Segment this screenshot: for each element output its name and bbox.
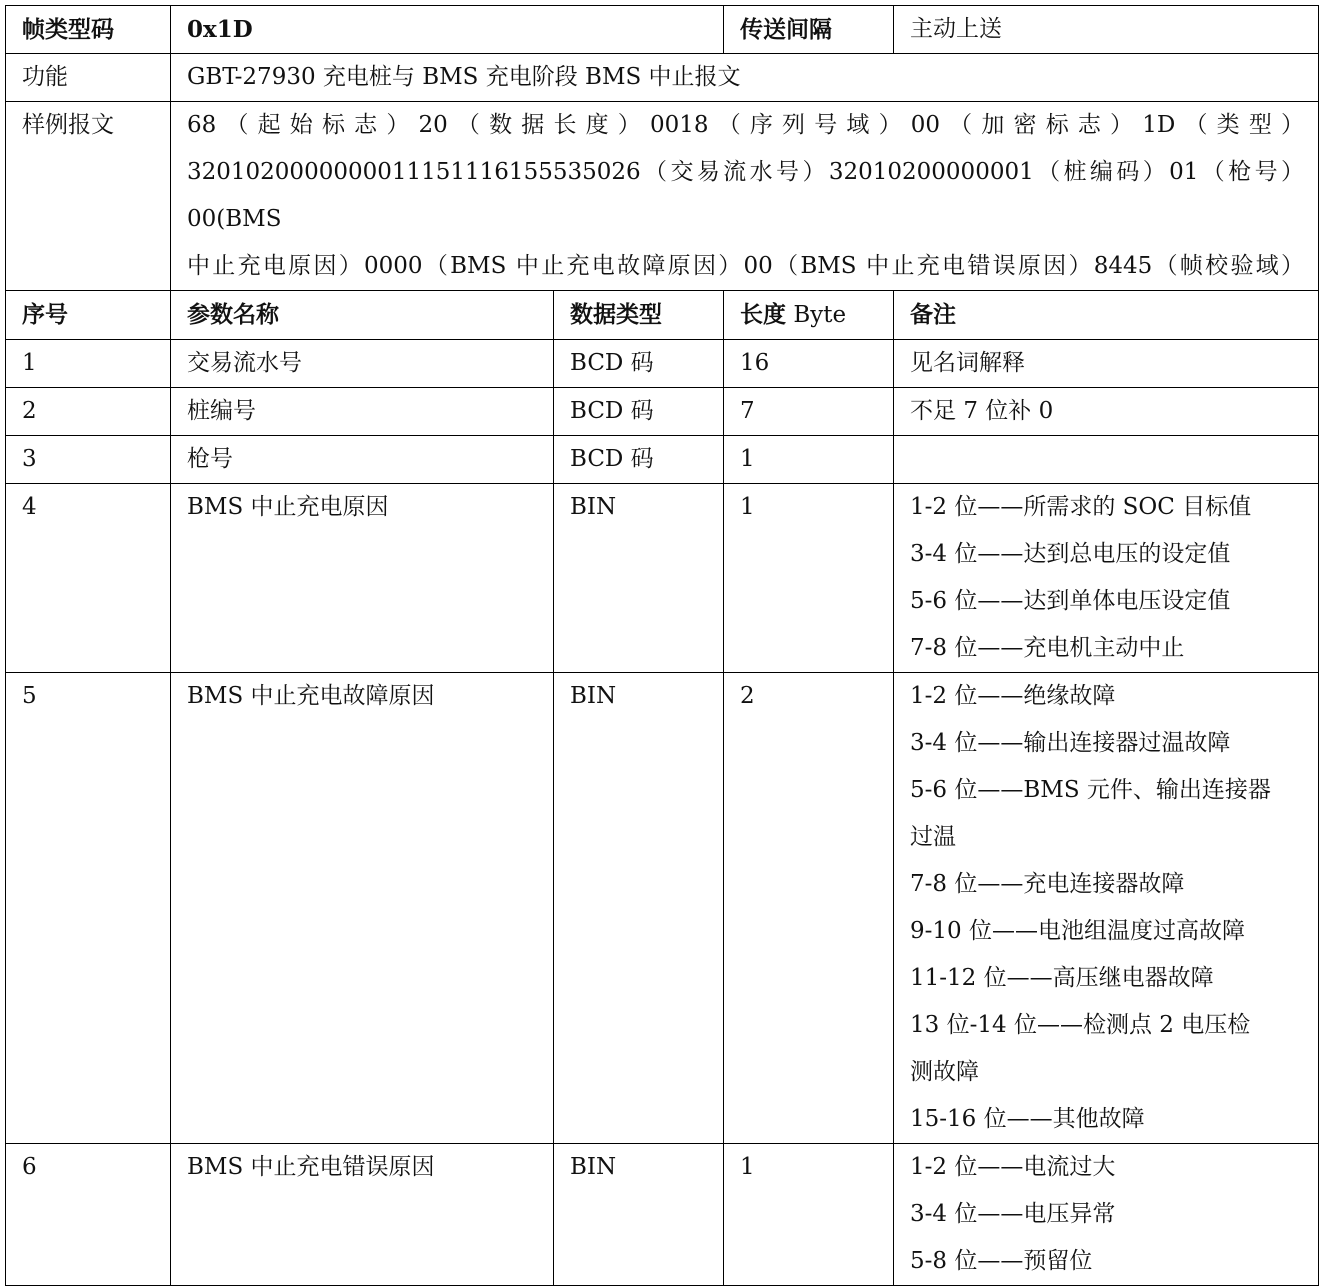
table-row	[6, 340, 1319, 388]
length-unit: Byte	[793, 302, 847, 328]
row-type: BCD 码	[554, 340, 724, 388]
remark-line: 9-10 位——电池组温度过高故障	[910, 918, 1245, 944]
header-row	[6, 6, 1319, 54]
remark-line: 不足 7 位补 0	[910, 398, 1054, 424]
message-spec-table-wrapper	[5, 5, 1319, 1286]
frame-type-label: 帧类型码	[6, 6, 171, 54]
column-header-name: 参数名称	[171, 291, 554, 340]
remark-line: 15-16 位——其他故障	[910, 1106, 1145, 1132]
table-row	[6, 1144, 1319, 1286]
row-seq: 2	[6, 388, 171, 436]
row-name: BMS 中止充电错误原因	[171, 1144, 554, 1286]
remark-line	[910, 436, 1304, 483]
row-type: BIN	[554, 673, 724, 1144]
remark-line: 1-2 位——电流过大	[910, 1154, 1116, 1180]
remark-line: 5-6 位——达到单体电压设定值	[910, 588, 1231, 614]
row-remark	[894, 340, 1319, 388]
sample-label: 样例报文	[6, 102, 171, 291]
frame-type-value: 0x1D	[171, 6, 724, 54]
sample-line: 3201020000000011151116155535026（交易流水号）32010200000001（桩编码）01（枪号）00(BMS	[187, 159, 1305, 232]
row-type: BIN	[554, 484, 724, 673]
table-row	[6, 436, 1319, 484]
remark-line: 7-8 位——充电连接器故障	[910, 871, 1185, 897]
row-seq: 5	[6, 673, 171, 1144]
row-name: 枪号	[171, 436, 554, 484]
row-name: BMS 中止充电原因	[171, 484, 554, 673]
row-name: BMS 中止充电故障原因	[171, 673, 554, 1144]
remark-line: 3-4 位——电压异常	[910, 1201, 1116, 1227]
row-length: 7	[724, 388, 894, 436]
message-spec-table	[5, 5, 1319, 1286]
remark-line: 13 位-14 位——检测点 2 电压检	[910, 1012, 1251, 1038]
interval-label: 传送间隔	[724, 6, 894, 54]
function-value: GBT-27930 充电桩与 BMS 充电阶段 BMS 中止报文	[171, 54, 1319, 102]
table-row	[6, 388, 1319, 436]
sample-line: 中止充电原因）0000（BMS 中止充电故障原因）00（BMS 中止充电错误原因）8445（帧校验域）	[187, 253, 1305, 279]
row-remark	[894, 436, 1319, 484]
remark-line: 5-8 位——预留位	[910, 1248, 1093, 1274]
table-row	[6, 484, 1319, 673]
column-header-length: 长度 Byte	[724, 291, 894, 340]
row-seq: 3	[6, 436, 171, 484]
row-remark	[894, 388, 1319, 436]
remark-line: 3-4 位——输出连接器过温故障	[910, 730, 1231, 756]
row-name: 桩编号	[171, 388, 554, 436]
column-header-remark: 备注	[894, 291, 1319, 340]
column-header-seq: 序号	[6, 291, 171, 340]
row-seq: 6	[6, 1144, 171, 1286]
remark-line: 5-6 位——BMS 元件、输出连接器	[910, 777, 1271, 803]
row-length: 1	[724, 1144, 894, 1286]
column-header-row	[6, 291, 1319, 340]
row-remark	[894, 484, 1319, 673]
table-row	[6, 673, 1319, 1144]
row-length: 16	[724, 340, 894, 388]
row-length: 2	[724, 673, 894, 1144]
row-length: 1	[724, 436, 894, 484]
row-type: BCD 码	[554, 388, 724, 436]
row-seq: 1	[6, 340, 171, 388]
row-remark	[894, 673, 1319, 1144]
sample-row	[6, 102, 1319, 291]
function-label: 功能	[6, 54, 171, 102]
row-length: 1	[724, 484, 894, 673]
remark-line: 1-2 位——所需求的 SOC 目标值	[910, 494, 1252, 520]
sample-value	[171, 102, 1319, 291]
row-remark	[894, 1144, 1319, 1286]
remark-line: 1-2 位——绝缘故障	[910, 683, 1116, 709]
column-header-type: 数据类型	[554, 291, 724, 340]
row-type: BIN	[554, 1144, 724, 1286]
row-name: 交易流水号	[171, 340, 554, 388]
remark-line: 测故障	[910, 1059, 980, 1085]
row-seq: 4	[6, 484, 171, 673]
remark-line: 见名词解释	[910, 350, 1026, 376]
row-type: BCD 码	[554, 436, 724, 484]
remark-line: 过温	[910, 824, 957, 850]
remark-line: 7-8 位——充电机主动中止	[910, 635, 1185, 661]
sample-line: 68（起始标志）20（数据长度）0018（序列号域）00（加密标志）1D（类型）	[187, 112, 1305, 138]
remark-line: 11-12 位——高压继电器故障	[910, 965, 1214, 991]
interval-value: 主动上送	[894, 6, 1319, 54]
remark-line: 3-4 位——达到总电压的设定值	[910, 541, 1231, 567]
function-row	[6, 54, 1319, 102]
